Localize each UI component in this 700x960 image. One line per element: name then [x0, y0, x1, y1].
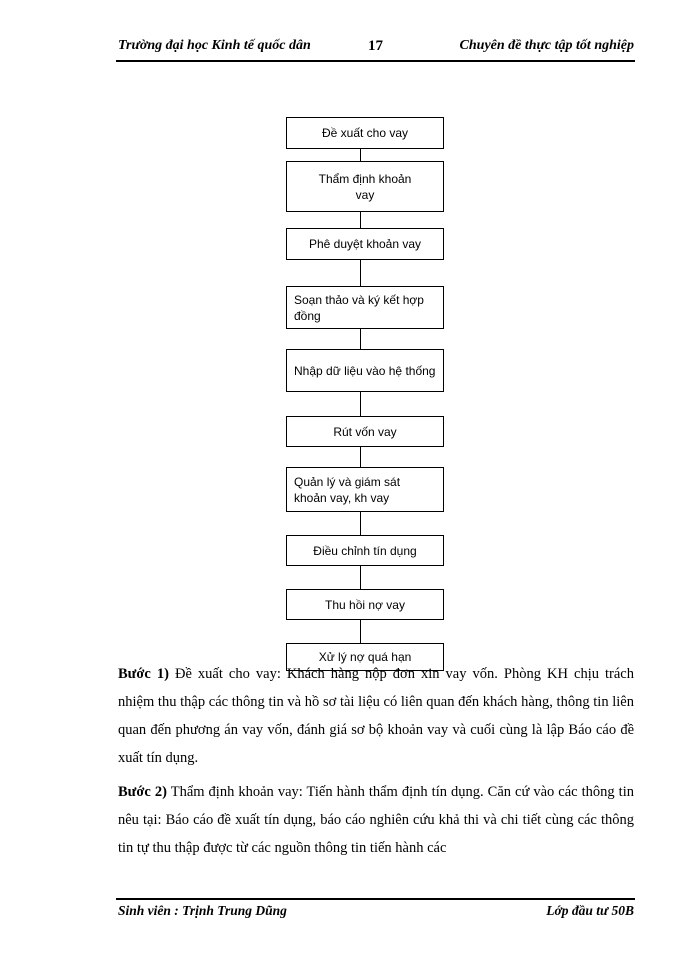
page-footer [118, 903, 634, 923]
step-2-text: Thẩm định khoản vay: Tiến hành thẩm định tín dụng. Căn cứ vào các thông tin nêu tại: Báo cáo đề xuất tín dụng, báo cáo nghiên cứu khả thi và chi tiết cùng các thông tin tự thu thập được từ các nguồn thông tin tiến hành các [118, 784, 634, 856]
body-text [118, 660, 634, 868]
step-1-text: Đề xuất cho vay: Khách hàng nộp đơn xin vay vốn. Phòng KH chịu trách nhiệm thu thập các thông tin và hồ sơ tài liệu có liên quan đến khách hàng, thông tin liên quan đến phương án vay vốn, đánh giá sơ bộ khoản vay và cuối cùng là lập Báo cáo đề xuất tín dụng. [118, 666, 634, 766]
paragraph-step-1 [118, 660, 634, 772]
connector-8 [360, 566, 361, 589]
connector-1 [360, 149, 361, 161]
flow-step-3: Phê duyệt khoản vay [286, 228, 444, 260]
footer-student: Sinh viên : Trịnh Trung Dũng [118, 903, 287, 918]
step-1-label: Bước 1) [118, 666, 169, 682]
page-header [118, 38, 634, 60]
header-report-title: Chuyên đề thực tập tốt nghiệp [459, 38, 634, 53]
flow-step-6: Rút vốn vay [286, 416, 444, 447]
connector-6 [360, 447, 361, 467]
flow-step-10: Xử lý nợ quá hạn [286, 643, 444, 671]
connector-3 [360, 260, 361, 286]
flow-step-5: Nhập dữ liệu vào hệ thống [286, 349, 444, 392]
footer-class: Lớp đầu tư 50B [546, 903, 634, 918]
paragraph-step-2 [118, 778, 634, 862]
flow-step-2: Thẩm định khoản vay [286, 161, 444, 212]
connector-2 [360, 212, 361, 228]
header-page-number: 17 [368, 38, 383, 54]
header-school: Trường đại học Kinh tế quốc dân [118, 38, 311, 53]
flow-step-9: Thu hồi nợ vay [286, 589, 444, 620]
header-rule [116, 60, 635, 62]
connector-5 [360, 392, 361, 416]
footer-rule [116, 898, 635, 900]
connector-9 [360, 620, 361, 643]
connector-7 [360, 512, 361, 535]
step-2-label: Bước 2) [118, 784, 167, 800]
flow-step-1: Đề xuất cho vay [286, 117, 444, 149]
flow-step-8: Điều chỉnh tín dụng [286, 535, 444, 566]
flow-step-7: Quản lý và giám sát khoản vay, kh vay [286, 467, 444, 512]
connector-4 [360, 329, 361, 349]
flow-step-4: Soạn thảo và ký kết hợp đồng [286, 286, 444, 329]
